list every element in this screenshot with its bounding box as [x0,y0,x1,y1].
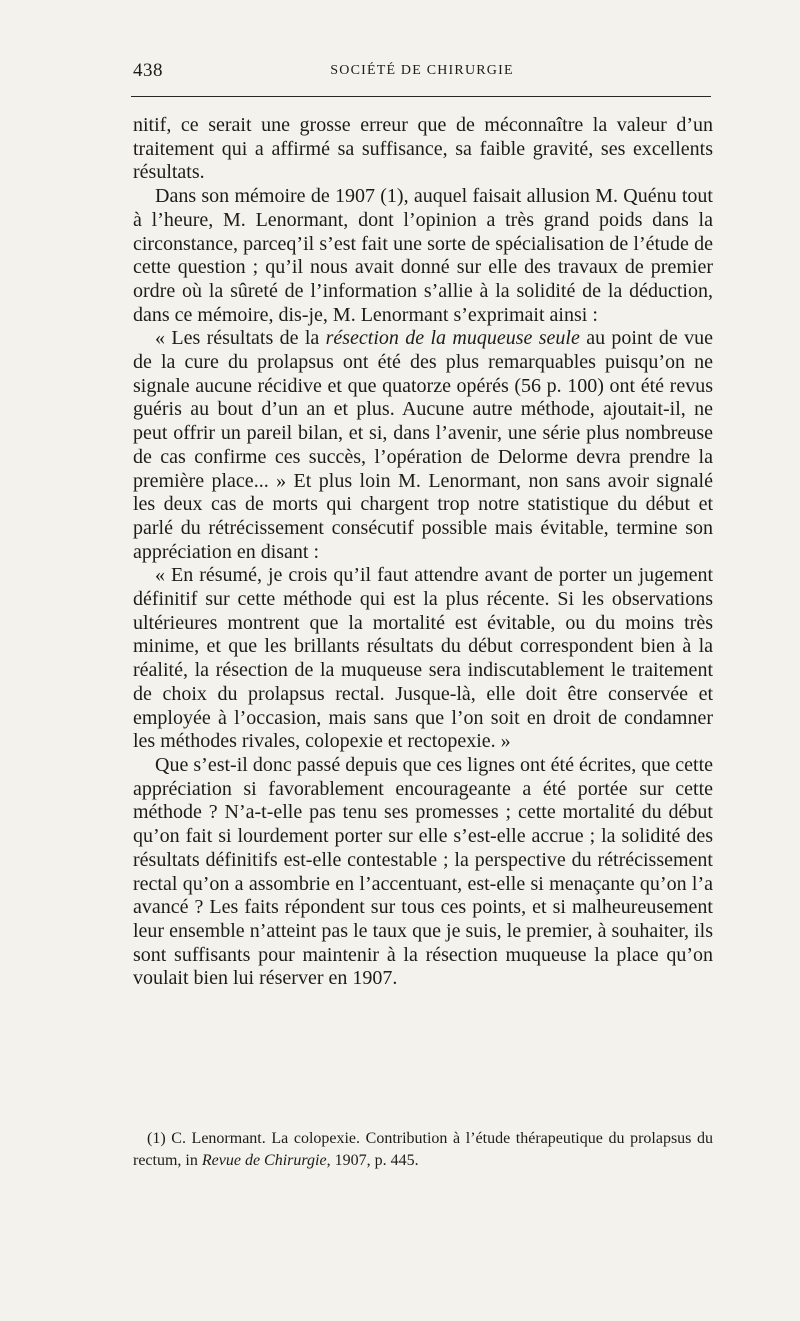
footnote-journal: Revue de Chirurgie [201,1152,327,1169]
quotation-1-rest: au point de vue de la cure du prolapsus ont été des plus remarquables puisqu’on ne signale aucune récidive et que quatorze opérés (56 p. 100) ont été revus guéris au bout d’un an et plus. Aucune autre méthode, ajoutait-il, ne peut offrir un pareil bilan, et si, dans l’avenir, une série plus nombreuse de cas confirme ces succès, l’opération de Delorme devra prendre la première place... » Et plus loin M. Lenormant, non sans avoir signalé les deux cas de morts qui chargent trop notre statistique du début et parlé du rétrécissement consécutif possible mais évitable, termine son appréciation en disant : [133,327,713,563]
footnote-end: , 1907, p. 445. [326,1152,419,1169]
page-header [133,60,711,82]
footnote-text [133,1128,713,1172]
quotation-1-start: « Les résultats de la [155,327,326,350]
paragraph-quotation-1 [133,327,713,564]
page-number: 438 [133,60,163,81]
footnote [133,1128,713,1172]
header-rule [131,96,711,97]
paragraph-memoire: Dans son mémoire de 1907 (1), auquel faisait allusion M. Quénu tout à l’heure, M. Lenormant, dont l’opinion a très grand poids dans la circonstance, parceq’il s’est fait une sorte de spécialisation de l’étude de cette question ; qu’il nous avait donné sur elle des travaux de premier ordre où la sûreté de l’information s’allie à la solidité de la déduction, dans ce mémoire, dis-je, M. Lenormant s’exprimait ainsi : [133,185,713,326]
quotation-1-italic: résection de la muqueuse seule [325,327,580,350]
running-title: SOCIÉTÉ DE CHIRURGIE [330,63,514,78]
paragraph-quotation-2: « En résumé, je crois qu’il faut attendre avant de porter un jugement définitif sur cette méthode qui est la plus récente. Si les observations ultérieures montrent que la mortalité est évitable, ou du moins très minime, et que les brillants résultats du début correspondent bien à la réalité, la résection de la muqueuse sera indiscutablement le traitement de choix du prolapsus rectal. Jusque-là, elle doit être conservée et employée à l’occasion, mais sans que l’on soit en droit de condamner les méthodes rivales, colopexie et rectopexie. » [133,564,713,753]
footnote-start: (1) C. Lenormant. La colopexie. Contribution à l’étude thérapeutique du prolapsus du rectum, in [133,1130,713,1169]
paragraph-conclusion: Que s’est-il donc passé depuis que ces lignes ont été écrites, que cette appréciation si favorablement encourageante a été portée sur cette méthode ? N’a-t-elle pas tenu ses promesses ; cette mortalité du début qu’on fait si lourdement porter sur elle s’est-elle accrue ; la solidité des résultats définitifs est-elle contestable ; la perspective du rétrécissement rectal qu’on a assombrie en l’accentuant, est-elle si menaçante qu’on l’a avancé ? Les faits répondent sur tous ces points, et si malheureusement leur ensemble n’atteint pas le taux que je suis, le premier, à souhaiter, ils sont suffisants pour maintenir à la résection muqueuse la place qu’on voulait bien lui réserver en 1907. [133,753,713,990]
body-text [133,114,713,991]
paragraph-continuation: nitif, ce serait une grosse erreur que de méconnaître la valeur d’un traitement qui a affirmé sa suffisance, sa faible gravité, ses excellents résultats. [133,114,713,184]
